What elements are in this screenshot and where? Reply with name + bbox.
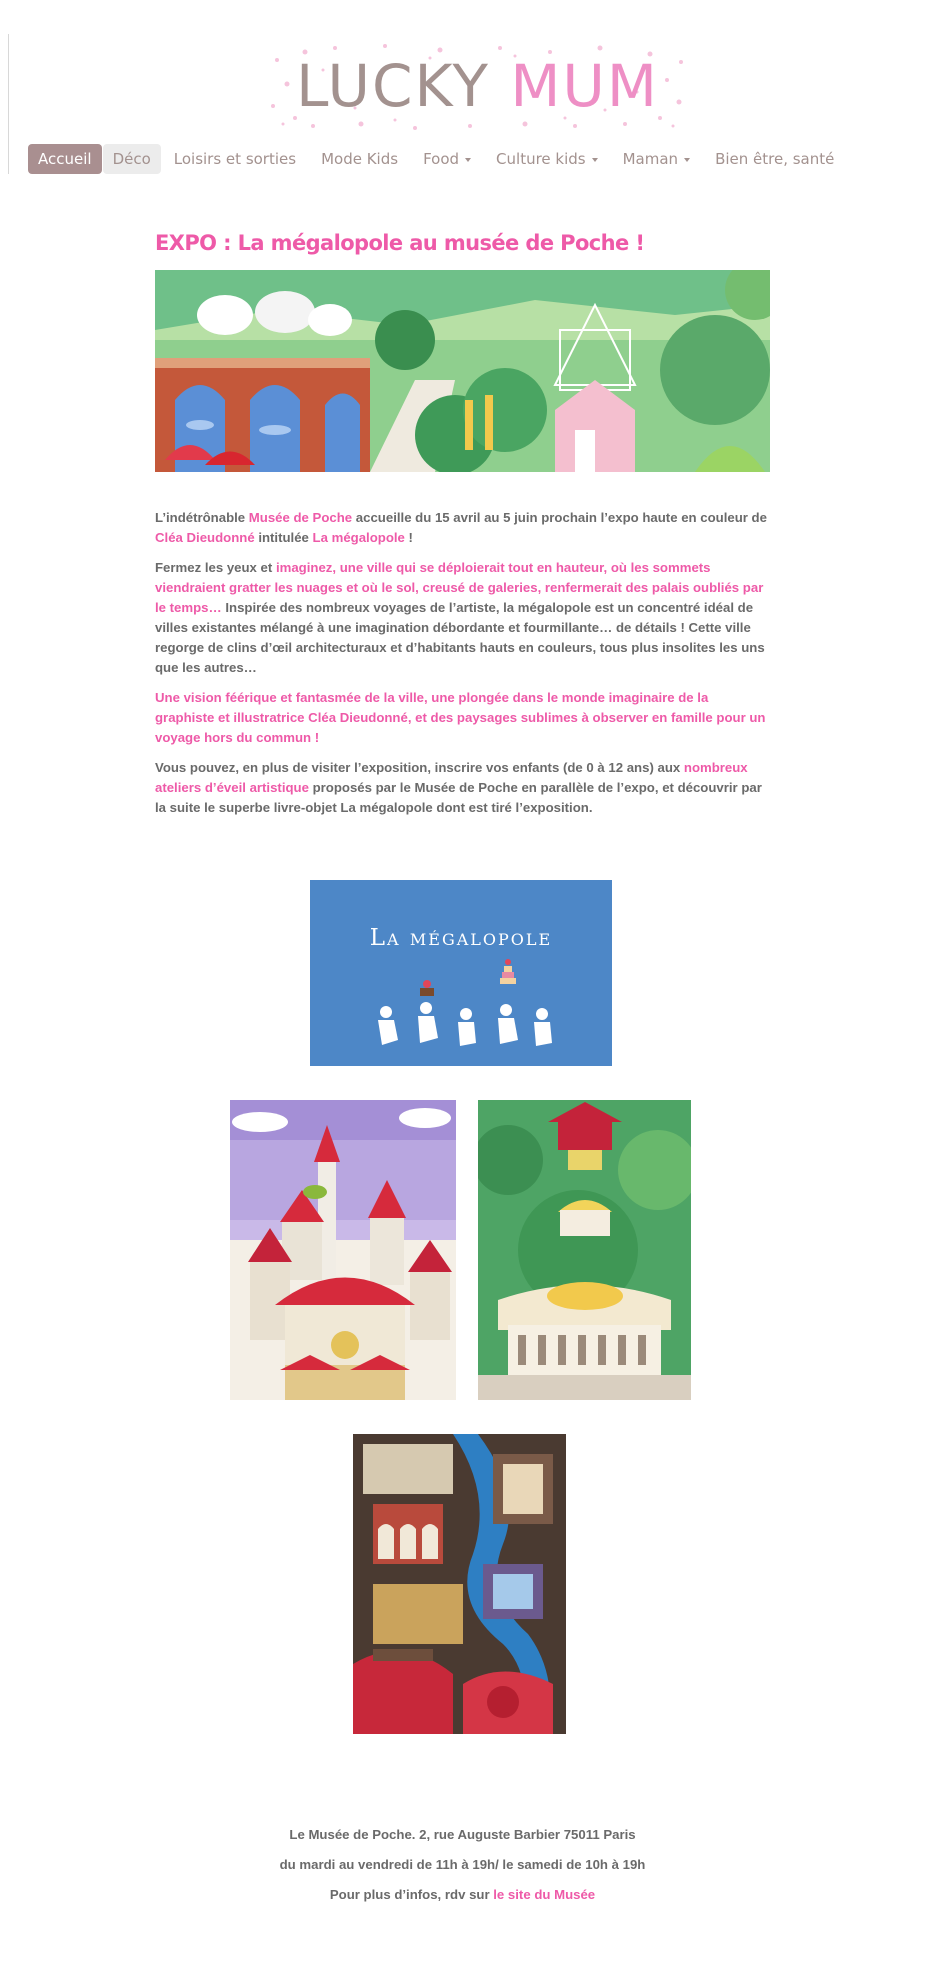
link-clea-dieudonne[interactable]: Cléa Dieudonné bbox=[155, 530, 255, 545]
chevron-down-icon bbox=[592, 158, 598, 162]
main-nav bbox=[28, 144, 918, 174]
nav-item-label: Bien être, santé bbox=[715, 150, 835, 168]
nav-item-label: Déco bbox=[112, 150, 151, 168]
text-segment: Fermez les yeux et bbox=[155, 560, 276, 575]
nav-item-mode-kids[interactable] bbox=[309, 144, 410, 174]
text-segment: proposés par le Musée de Poche en parallèle de l’expo, et découvrir par la suite le superbe livre-objet La mégalopole dont est tiré l’exposition. bbox=[155, 780, 762, 815]
paragraph-imaginez bbox=[155, 558, 770, 678]
nav-item-accueil[interactable] bbox=[28, 144, 102, 174]
text-segment: accueille du 15 avril au 5 juin prochain l’expo haute en couleur de bbox=[352, 510, 767, 525]
nav-item-label: Culture kids bbox=[496, 150, 586, 168]
text-segment: Vous pouvez, en plus de visiter l’exposition, inscrire vos enfants (de 0 à 12 ans) aux bbox=[155, 760, 684, 775]
chefs-illustration bbox=[310, 880, 612, 1066]
logo-word-mum: MUM bbox=[510, 52, 659, 120]
nav-item-label: Maman bbox=[622, 150, 679, 168]
logo-word-lucky: LUCKY bbox=[296, 52, 490, 120]
text-segment: Inspirée des nombreux voyages de l’artiste, la mégalopole est un concentré idéal de villes existantes mélangé à une imagination débordante et fourmillante… de détails ! Cette ville regorge de clins d’œil architecturaux et d’habitants hauts en couleurs, tous plus insolites les uns que les autres… bbox=[155, 600, 765, 675]
museum-address: Le Musée de Poche. 2, rue Auguste Barbier 75011 Paris bbox=[289, 1827, 636, 1842]
article-body bbox=[155, 508, 770, 828]
museum-hours: du mardi au vendredi de 11h à 19h/ le samedi de 10h à 19h bbox=[279, 1857, 646, 1872]
city-illustration-2 bbox=[478, 1100, 691, 1400]
text-segment: Pour plus d’infos, rdv sur bbox=[329, 1887, 494, 1902]
chevron-down-icon bbox=[465, 158, 471, 162]
link-la-megalopole[interactable]: La mégalopole bbox=[312, 530, 405, 545]
nav-item-bien-etre[interactable] bbox=[703, 144, 846, 174]
nav-item-label: Loisirs et sorties bbox=[173, 150, 297, 168]
city-illustration-1 bbox=[230, 1100, 456, 1400]
paragraph-intro bbox=[155, 508, 770, 548]
chevron-down-icon bbox=[684, 158, 690, 162]
text-segment: L’indétrônable bbox=[155, 510, 249, 525]
link-site-du-musee[interactable]: le site du Musée bbox=[493, 1887, 596, 1902]
highlight-text: imaginez, une ville qui se déploierait tout en hauteur, où les sommets viendraient gratter les nuages et où le sol, creusé de galeries, renfermerait des palais oubliés par le temps… bbox=[155, 560, 764, 615]
underground-illustration bbox=[353, 1434, 566, 1734]
nav-item-deco[interactable] bbox=[103, 144, 161, 174]
nav-item-label: Food bbox=[423, 150, 460, 168]
nav-item-food[interactable] bbox=[411, 144, 483, 174]
museum-info bbox=[155, 1820, 770, 1910]
text-segment: intitulée bbox=[254, 530, 313, 545]
nav-item-culture-kids[interactable] bbox=[484, 144, 610, 174]
link-musee-de-poche[interactable]: Musée de Poche bbox=[248, 510, 353, 525]
museum-more-info bbox=[155, 1880, 770, 1910]
paragraph-vision: Une vision féérique et fantasmée de la ville, une plongée dans le monde imaginaire de la graphiste et illustratrice Cléa Dieudonné, et des paysages sublimes à observer en famille pour un voyage hors du commun ! bbox=[155, 690, 766, 745]
nav-item-label: Accueil bbox=[38, 150, 92, 168]
paragraph-ateliers bbox=[155, 758, 770, 818]
site-logo[interactable] bbox=[265, 40, 690, 132]
nav-item-label: Mode Kids bbox=[321, 150, 399, 168]
hero-illustration bbox=[155, 270, 770, 472]
link-ateliers[interactable]: nombreux ateliers d’éveil artistique bbox=[155, 760, 748, 795]
text-segment: ! bbox=[404, 530, 413, 545]
left-border-line bbox=[8, 34, 9, 174]
article bbox=[155, 225, 770, 261]
nav-item-loisirs[interactable] bbox=[162, 144, 308, 174]
nav-item-maman[interactable] bbox=[611, 144, 702, 174]
article-title[interactable]: EXPO : La mégalopole au musée de Poche ! bbox=[155, 231, 645, 255]
book-cover-title: La mégalopole bbox=[369, 925, 553, 951]
book-cover-image bbox=[310, 880, 612, 1066]
